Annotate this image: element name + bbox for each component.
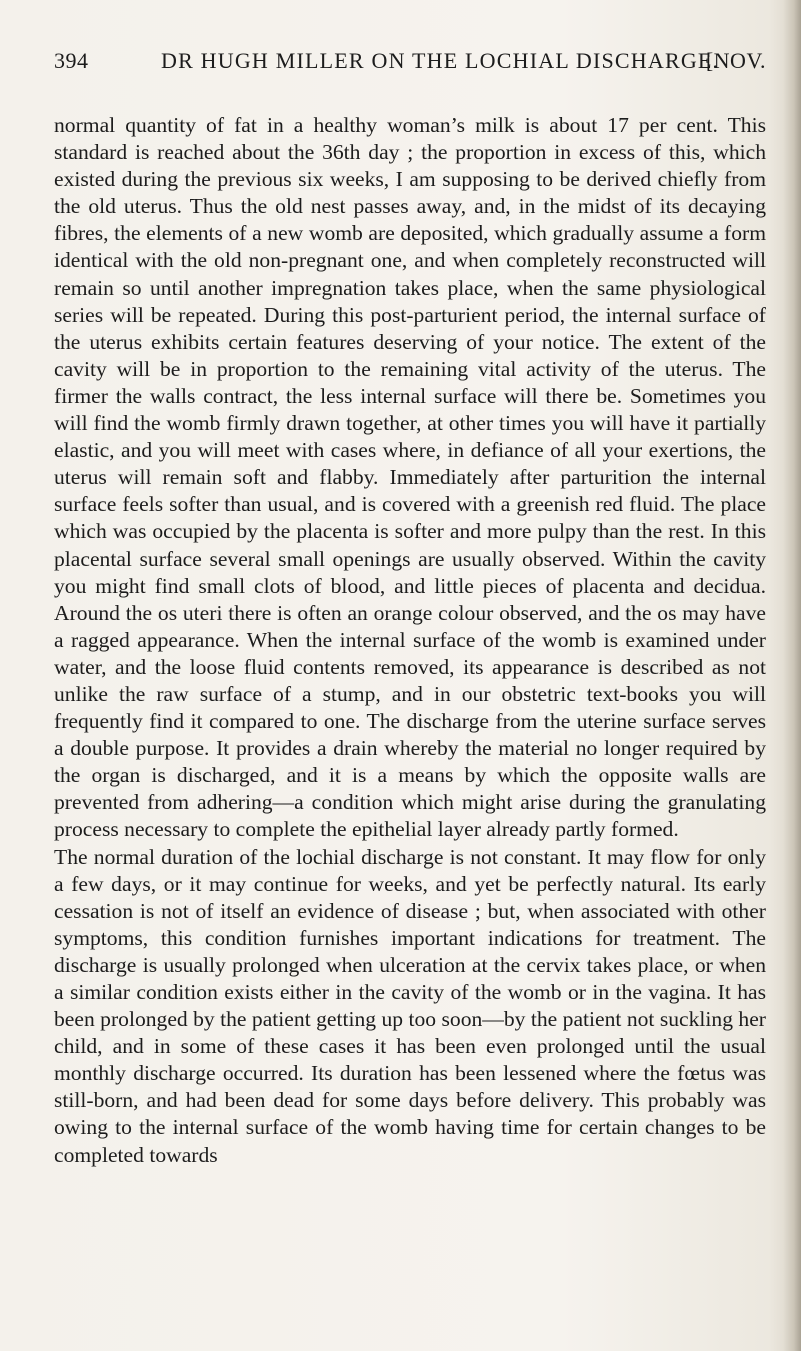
page-edge-shadow — [783, 0, 801, 1351]
paragraph: normal quantity of fat in a healthy woman’s milk is about 17 per cent. This standard is reached about the 36th day ; the proportion in excess of this, which existed during the previous six weeks, I am supposing to be derived chiefly from the old uterus. Thus the old nest passes away, and, in the midst of its decaying fibres, the elements of a new womb are deposited, which gradually assume a form identical with the old non-pregnant one, and when completely reconstructed will remain so until another impregnation takes place, when the same physiological series will be repeated. During this post-parturient period, the internal surface of the uterus exhibits certain features deserving of your notice. The extent of the cavity will be in proportion to the remaining vital activity of the uterus. The firmer the walls contract, the less internal surface will there be. Sometimes you will find the womb firmly drawn together, at other times you will have it partially elastic, and you will meet with cases where, in defiance of all your exertions, the uterus will remain soft and flabby. Immediately after parturition the internal surface feels softer than usual, and is covered with a greenish red fluid. The place which was occupied by the placenta is softer and more pulpy than the rest. In this placental surface several small openings are usually observed. Within the cavity you might find small clots of blood, and little pieces of placenta and decidua. Around the os uteri there is often an orange colour observed, and the os may have a ragged appearance. When the internal surface of the womb is examined under water, and the loose fluid contents removed, its appearance is described as not unlike the raw surface of a stump, and in our obstetric text-books you will frequently find it compared to one. The discharge from the uterine surface serves a double purpose. It provides a drain whereby the material no longer required by the organ is discharged, and it is a means by which the opposite walls are prevented from adhering—a condition which might arise during the granulating process necessary to complete the epithelial layer already partly formed. — [54, 113, 766, 842]
running-month: [NOV. — [705, 48, 766, 73]
page-number: 394 — [54, 48, 89, 73]
paragraph: The normal duration of the lochial discharge is not constant. It may flow for only a few days, or it may continue for weeks, and yet be perfectly natural. Its early cessation is not of itself an evidence of disease ; but, when associated with other symptoms, this condition furnishes important indications for treatment. The discharge is usually prolonged when ulceration at the cervix takes place, or when a similar condition exists either in the cavity of the womb or in the vagina. It has been prolonged by the patient getting up too soon—by the patient not suckling her child, and in some of these cases it has been even prolonged until the usual monthly discharge occurred. Its duration has been lessened where the fœtus was still-born, and had been dead for some days before delivery. This probably was owing to the internal surface of the womb having time for certain changes to be completed towards — [54, 844, 766, 1167]
running-head — [54, 48, 766, 78]
body-text — [54, 112, 766, 1169]
running-title: DR HUGH MILLER ON THE LOCHIAL DISCHARGE. — [161, 48, 720, 73]
